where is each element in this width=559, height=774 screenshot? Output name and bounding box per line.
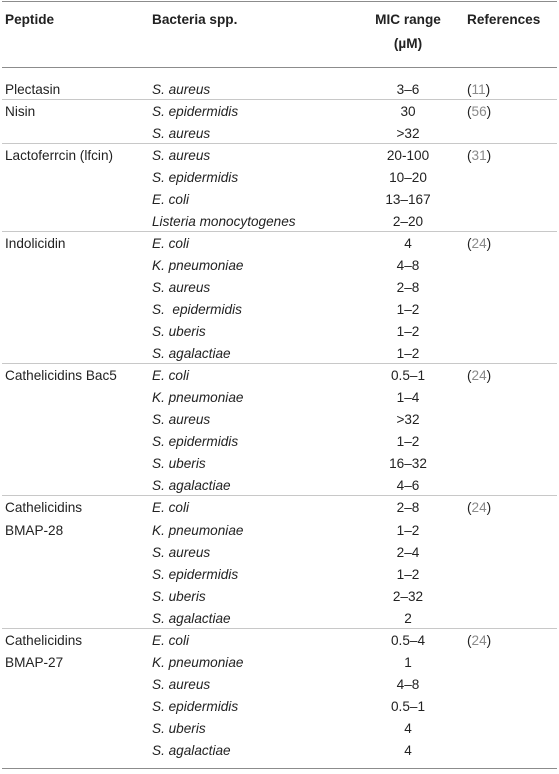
mic-value: >32 bbox=[396, 412, 420, 428]
bacteria-name: S. epidermidis bbox=[152, 302, 242, 317]
mic-value: 0.5–1 bbox=[390, 698, 426, 714]
bacteria-name: Listeria monocytogenes bbox=[152, 213, 296, 229]
mic-value: >32 bbox=[396, 125, 420, 141]
bacteria-name: S. epidermidis bbox=[152, 698, 239, 714]
mic-value: 16–32 bbox=[389, 456, 427, 472]
peptide-name: Cathelicidins Bac5 bbox=[5, 368, 117, 384]
peptide-name: BMAP-28 bbox=[5, 522, 64, 538]
bacteria-name: S. agalactiae bbox=[152, 743, 231, 758]
group-separator bbox=[2, 628, 557, 629]
bacteria-name: S. agalactiae bbox=[152, 610, 231, 626]
bacteria-name: S. epidermidis bbox=[152, 169, 239, 185]
bottom-rule bbox=[2, 768, 557, 769]
mic-value: 10–20 bbox=[389, 169, 427, 185]
mic-value: 1 bbox=[404, 654, 412, 670]
mic-value: 30 bbox=[400, 103, 416, 119]
bacteria-name: E. coli bbox=[152, 235, 190, 251]
reference-link[interactable]: 24 bbox=[471, 632, 487, 648]
header-mic-range: MIC range bbox=[375, 12, 441, 27]
bacteria-name: E. coli bbox=[152, 368, 190, 384]
peptide-name: Cathelicidins bbox=[5, 632, 83, 648]
reference-cell: (56) bbox=[467, 103, 492, 119]
header-references: References bbox=[467, 12, 541, 27]
reference-cell: (24) bbox=[467, 235, 492, 251]
mic-value: 1–2 bbox=[396, 434, 420, 450]
mic-value: 20-100 bbox=[386, 147, 430, 163]
reference-cell: (24) bbox=[467, 368, 492, 384]
mic-value: 4–8 bbox=[396, 676, 420, 692]
bacteria-name: S. aureus bbox=[152, 412, 211, 428]
bacteria-name: S. uberis bbox=[152, 588, 206, 604]
bacteria-name: E. coli bbox=[152, 632, 190, 648]
header-mic-unit: (µM) bbox=[393, 36, 423, 51]
bacteria-name: S. aureus bbox=[152, 147, 211, 163]
peptide-name: Lactoferrcin (lfcin) bbox=[5, 147, 114, 163]
peptide-name: BMAP-27 bbox=[5, 654, 64, 670]
mic-value: 4 bbox=[404, 235, 412, 251]
bacteria-name: S. aureus bbox=[152, 81, 211, 97]
mic-value: 4 bbox=[404, 743, 412, 758]
mic-value: 13–167 bbox=[385, 191, 431, 207]
reference-link[interactable]: 24 bbox=[471, 368, 487, 384]
reference-link[interactable]: 24 bbox=[471, 500, 487, 516]
peptide-name: Plectasin bbox=[5, 81, 61, 97]
bacteria-name: S. agalactiae bbox=[152, 346, 231, 362]
mic-value: 0.5–1 bbox=[390, 368, 426, 384]
mic-value: 2 bbox=[404, 610, 412, 626]
mic-value: 4 bbox=[404, 720, 412, 736]
mic-value: 1–2 bbox=[396, 566, 420, 582]
mic-value: 2–32 bbox=[392, 588, 424, 604]
reference-cell: (24) bbox=[467, 500, 492, 516]
bacteria-name: E. coli bbox=[152, 191, 190, 207]
bacteria-name: S. uberis bbox=[152, 324, 206, 340]
bacteria-name: S. aureus bbox=[152, 279, 211, 295]
bacteria-name: S. epidermidis bbox=[152, 103, 239, 119]
bacteria-name: S. epidermidis bbox=[152, 434, 239, 450]
mic-value: 1–4 bbox=[396, 390, 420, 406]
mic-value: 3–6 bbox=[396, 81, 420, 97]
reference-link[interactable]: 24 bbox=[471, 235, 487, 251]
reference-cell: (11) bbox=[467, 81, 491, 97]
reference-link[interactable]: 11 bbox=[471, 81, 486, 97]
group-separator bbox=[2, 231, 557, 232]
reference-link[interactable]: 56 bbox=[471, 103, 487, 119]
mic-value: 1–2 bbox=[396, 302, 420, 317]
header-peptide: Peptide bbox=[5, 12, 55, 27]
peptide-name: Nisin bbox=[5, 103, 36, 119]
header-bacteria: Bacteria spp. bbox=[152, 12, 238, 27]
bacteria-name: S. epidermidis bbox=[152, 566, 239, 582]
mic-value: 2–4 bbox=[396, 544, 420, 560]
reference-cell: (24) bbox=[467, 632, 492, 648]
bacteria-name: K. pneumoniae bbox=[152, 522, 244, 538]
bacteria-name: K. pneumoniae bbox=[152, 390, 244, 406]
mic-value: 2–8 bbox=[396, 279, 420, 295]
peptide-name: Indolicidin bbox=[5, 235, 66, 251]
group-separator bbox=[2, 363, 557, 364]
bacteria-name: K. pneumoniae bbox=[152, 654, 244, 670]
header-rule bbox=[2, 67, 557, 68]
mic-value: 0.5–4 bbox=[390, 632, 426, 648]
reference-cell: (31) bbox=[467, 147, 492, 163]
mic-value: 1–2 bbox=[396, 346, 420, 362]
mic-value: 1–2 bbox=[396, 522, 420, 538]
bacteria-name: S. uberis bbox=[152, 456, 206, 472]
bacteria-name: S. aureus bbox=[152, 676, 211, 692]
mic-value: 2–20 bbox=[392, 213, 424, 229]
bacteria-name: S. aureus bbox=[152, 544, 211, 560]
mic-value: 4–8 bbox=[396, 257, 420, 273]
group-separator bbox=[2, 495, 557, 496]
mic-value: 4–6 bbox=[396, 478, 420, 494]
bacteria-name: S. uberis bbox=[152, 720, 206, 736]
bacteria-name: E. coli bbox=[152, 500, 190, 516]
bacteria-name: S. agalactiae bbox=[152, 478, 231, 494]
bacteria-name: K. pneumoniae bbox=[152, 257, 244, 273]
mic-value: 1–2 bbox=[396, 324, 420, 340]
top-rule bbox=[2, 1, 557, 2]
mic-value: 2–8 bbox=[396, 500, 420, 516]
group-separator bbox=[2, 143, 557, 144]
peptide-name: Cathelicidins bbox=[5, 500, 83, 516]
reference-link[interactable]: 31 bbox=[471, 147, 487, 163]
bacteria-name: S. aureus bbox=[152, 125, 211, 141]
group-separator bbox=[2, 99, 557, 100]
